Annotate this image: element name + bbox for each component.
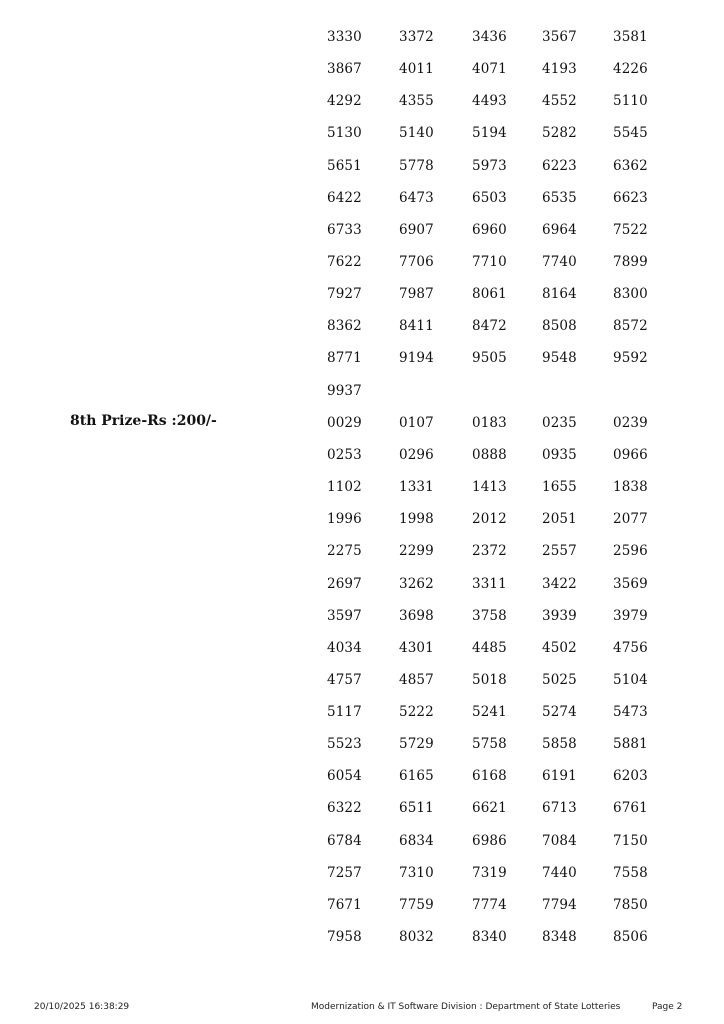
ticket-number: 7522 (613, 221, 648, 238)
number-row (327, 760, 707, 792)
ticket-number: 1655 (542, 479, 577, 496)
footer-timestamp: 20/10/2025 16:38:29 (34, 1002, 130, 1012)
number-row (327, 471, 707, 503)
ticket-number: 0107 (399, 414, 434, 431)
ticket-number: 0888 (472, 446, 507, 463)
ticket-number: 8472 (472, 318, 507, 335)
number-grid (327, 21, 707, 407)
ticket-number: 4502 (542, 639, 577, 656)
ticket-number: 5241 (472, 704, 507, 721)
ticket-number: 3597 (327, 607, 362, 624)
number-row (327, 792, 707, 824)
ticket-number: 8061 (472, 286, 507, 303)
ticket-number: 2051 (542, 511, 577, 528)
ticket-number: 7740 (542, 253, 577, 270)
ticket-number: 6362 (613, 157, 648, 174)
ticket-number: 5778 (399, 157, 434, 174)
ticket-number: 7257 (327, 864, 362, 881)
number-row (327, 407, 707, 439)
ticket-number: 5881 (613, 736, 648, 753)
ticket-number: 1331 (399, 479, 434, 496)
ticket-number: 4011 (399, 61, 434, 78)
ticket-number: 6191 (542, 768, 577, 785)
number-row (327, 664, 707, 696)
ticket-number: 4552 (542, 93, 577, 110)
ticket-number: 3569 (613, 575, 648, 592)
ticket-number: 1996 (327, 511, 362, 528)
ticket-number: 3311 (472, 575, 507, 592)
ticket-number: 0935 (542, 446, 577, 463)
number-row (327, 696, 707, 728)
footer-division: Modernization & IT Software Division : Department of State Lotteries (311, 1002, 621, 1012)
ticket-number: 8362 (327, 318, 362, 335)
ticket-number: 9194 (399, 350, 434, 367)
ticket-number: 4355 (399, 93, 434, 110)
ticket-number: 4756 (613, 639, 648, 656)
ticket-number: 9592 (613, 350, 648, 367)
ticket-number: 7706 (399, 253, 434, 270)
ticket-number: 8340 (472, 929, 507, 946)
ticket-number: 7927 (327, 286, 362, 303)
ticket-number: 5282 (542, 125, 577, 142)
ticket-number: 6964 (542, 221, 577, 238)
number-row (327, 214, 707, 246)
number-row (327, 921, 707, 953)
number-row (327, 246, 707, 278)
ticket-number: 9548 (542, 350, 577, 367)
number-row (327, 535, 707, 567)
ticket-number: 7774 (472, 896, 507, 913)
ticket-number: 6733 (327, 221, 362, 238)
ticket-number: 4757 (327, 671, 362, 688)
ticket-number: 2557 (542, 543, 577, 560)
ticket-number: 4301 (399, 639, 434, 656)
ticket-number: 2596 (613, 543, 648, 560)
ticket-number: 7440 (542, 864, 577, 881)
ticket-number: 7622 (327, 253, 362, 270)
ticket-number: 6223 (542, 157, 577, 174)
ticket-number: 7759 (399, 896, 434, 913)
ticket-number: 6960 (472, 221, 507, 238)
ticket-number: 6054 (327, 768, 362, 785)
ticket-number: 7084 (542, 832, 577, 849)
number-row (327, 182, 707, 214)
number-row (327, 825, 707, 857)
ticket-number: 5222 (399, 704, 434, 721)
ticket-number: 2372 (472, 543, 507, 560)
ticket-number: 6203 (613, 768, 648, 785)
ticket-number: 8411 (399, 318, 434, 335)
ticket-number: 5130 (327, 125, 362, 142)
ticket-number: 8508 (542, 318, 577, 335)
ticket-number: 3979 (613, 607, 648, 624)
number-grid (327, 407, 707, 953)
footer-page-number: Page 2 (652, 1002, 683, 1012)
number-row (327, 375, 707, 407)
ticket-number: 6165 (399, 768, 434, 785)
ticket-number: 6986 (472, 832, 507, 849)
ticket-number: 8032 (399, 929, 434, 946)
ticket-number: 7310 (399, 864, 434, 881)
ticket-number: 5194 (472, 125, 507, 142)
number-row (327, 342, 707, 374)
ticket-number: 8164 (542, 286, 577, 303)
ticket-number: 3372 (399, 29, 434, 45)
ticket-number: 7850 (613, 896, 648, 913)
ticket-number: 3939 (542, 607, 577, 624)
ticket-number: 5758 (472, 736, 507, 753)
ticket-number: 8572 (613, 318, 648, 335)
number-row (327, 310, 707, 342)
ticket-number: 3758 (472, 607, 507, 624)
ticket-number: 3867 (327, 61, 362, 78)
ticket-number: 6322 (327, 800, 362, 817)
ticket-number: 6761 (613, 800, 648, 817)
ticket-number: 4485 (472, 639, 507, 656)
ticket-number: 4193 (542, 61, 577, 78)
number-row (327, 600, 707, 632)
ticket-number: 5140 (399, 125, 434, 142)
ticket-number: 5104 (613, 671, 648, 688)
ticket-number: 4292 (327, 93, 362, 110)
ticket-number: 5651 (327, 157, 362, 174)
ticket-number: 4034 (327, 639, 362, 656)
ticket-number: 6503 (472, 189, 507, 206)
ticket-number: 5110 (613, 93, 648, 110)
ticket-number: 6907 (399, 221, 434, 238)
ticket-number: 3581 (613, 29, 648, 45)
ticket-number: 8506 (613, 929, 648, 946)
ticket-number: 1413 (472, 479, 507, 496)
ticket-number: 7794 (542, 896, 577, 913)
ticket-number: 2077 (613, 511, 648, 528)
ticket-number: 6834 (399, 832, 434, 849)
ticket-number: 7710 (472, 253, 507, 270)
ticket-number: 2299 (399, 543, 434, 560)
ticket-number: 3422 (542, 575, 577, 592)
ticket-number: 9937 (327, 382, 362, 399)
ticket-number: 5473 (613, 704, 648, 721)
ticket-number: 0296 (399, 446, 434, 463)
number-row (327, 53, 707, 85)
ticket-number: 5858 (542, 736, 577, 753)
ticket-number: 0253 (327, 446, 362, 463)
ticket-number: 7987 (399, 286, 434, 303)
ticket-number: 5117 (327, 704, 362, 721)
ticket-number: 4071 (472, 61, 507, 78)
ticket-number: 6623 (613, 189, 648, 206)
number-row (327, 117, 707, 149)
ticket-number: 7558 (613, 864, 648, 881)
ticket-number: 8771 (327, 350, 362, 367)
number-row (327, 568, 707, 600)
ticket-number: 7899 (613, 253, 648, 270)
ticket-number: 5274 (542, 704, 577, 721)
ticket-number: 7150 (613, 832, 648, 849)
ticket-number: 3262 (399, 575, 434, 592)
ticket-number: 1998 (399, 511, 434, 528)
number-row (327, 439, 707, 471)
ticket-number: 5729 (399, 736, 434, 753)
ticket-number: 1102 (327, 479, 362, 496)
ticket-number: 5973 (472, 157, 507, 174)
ticket-number: 2275 (327, 543, 362, 560)
ticket-number: 0183 (472, 414, 507, 431)
ticket-number: 2697 (327, 575, 362, 592)
ticket-number: 0239 (613, 414, 648, 431)
ticket-number: 1838 (613, 479, 648, 496)
number-row (327, 728, 707, 760)
number-row (327, 503, 707, 535)
ticket-number: 5018 (472, 671, 507, 688)
ticket-number: 0966 (613, 446, 648, 463)
number-row (327, 857, 707, 889)
number-row (327, 21, 707, 53)
ticket-number: 5523 (327, 736, 362, 753)
ticket-number: 6535 (542, 189, 577, 206)
ticket-number: 9505 (472, 350, 507, 367)
ticket-number: 6713 (542, 800, 577, 817)
ticket-number: 3567 (542, 29, 577, 45)
ticket-number: 0235 (542, 414, 577, 431)
number-row (327, 85, 707, 117)
ticket-number: 5545 (613, 125, 648, 142)
ticket-number: 4493 (472, 93, 507, 110)
ticket-number: 6511 (399, 800, 434, 817)
number-row (327, 632, 707, 664)
ticket-number: 8348 (542, 929, 577, 946)
ticket-number: 3698 (399, 607, 434, 624)
ticket-number: 6621 (472, 800, 507, 817)
ticket-number: 4857 (399, 671, 434, 688)
ticket-number: 7958 (327, 929, 362, 946)
ticket-number: 4226 (613, 61, 648, 78)
ticket-number: 3330 (327, 29, 362, 45)
number-row (327, 889, 707, 921)
ticket-number: 5025 (542, 671, 577, 688)
prize-label: 8th Prize-Rs :200/- (70, 412, 217, 429)
ticket-number: 0029 (327, 414, 362, 431)
ticket-number: 6784 (327, 832, 362, 849)
ticket-number: 8300 (613, 286, 648, 303)
ticket-number: 7671 (327, 896, 362, 913)
ticket-number: 6473 (399, 189, 434, 206)
ticket-number: 2012 (472, 511, 507, 528)
ticket-number: 6168 (472, 768, 507, 785)
ticket-number: 6422 (327, 189, 362, 206)
ticket-number: 7319 (472, 864, 507, 881)
number-row (327, 150, 707, 182)
number-row (327, 278, 707, 310)
ticket-number: 3436 (472, 29, 507, 45)
